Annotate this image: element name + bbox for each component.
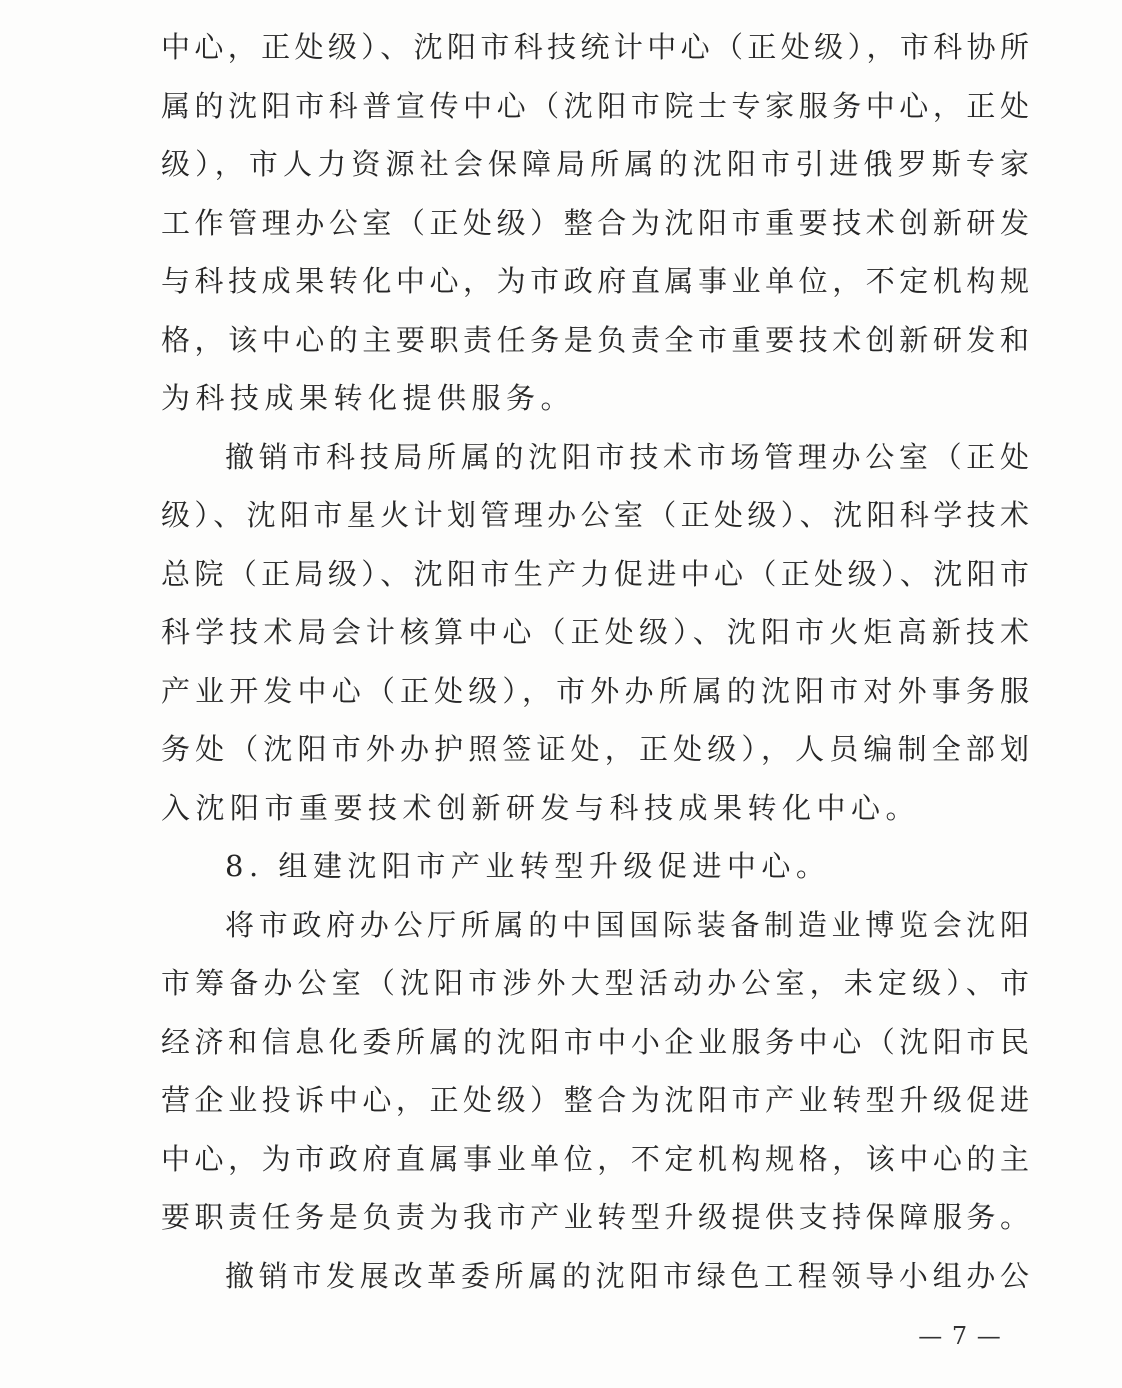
text-line-16: 将市政府办公厅所属的中国国际装备制造业博览会沈阳: [225, 908, 1029, 942]
text-line-10: 总院（正局级）、沈阳市生产力促进中心（正处级）、沈阳市: [161, 557, 1029, 591]
text-line-2: 属的沈阳市科普宣传中心（沈阳市院士专家服务中心，正处: [161, 89, 1029, 123]
text-line-9: 级）、沈阳市星火计划管理办公室（正处级）、沈阳科学技术: [161, 498, 1029, 532]
text-line-20: 中心，为市政府直属事业单位，不定机构规格，该中心的主: [161, 1142, 1029, 1176]
text-line-3: 级），市人力资源社会保障局所属的沈阳市引进俄罗斯专家: [161, 147, 1029, 181]
text-line-22: 撤销市发展改革委所属的沈阳市绿色工程领导小组办公: [225, 1259, 1029, 1293]
text-line-6: 格，该中心的主要职责任务是负责全市重要技术创新研发和: [161, 323, 1029, 357]
text-line-21: 要职责任务是负责为我市产业转型升级提供支持保障服务。: [161, 1200, 1029, 1234]
text-line-13: 务处（沈阳市外办护照签证处，正处级），人员编制全部划: [161, 732, 1029, 766]
text-line-1: 中心，正处级）、沈阳市科技统计中心（正处级），市科协所: [161, 30, 1029, 64]
text-line-7: 为科技成果转化提供服务。: [161, 381, 576, 415]
text-line-19: 营企业投诉中心，正处级）整合为沈阳市产业转型升级促进: [161, 1083, 1029, 1117]
text-line-12: 产业开发中心（正处级），市外办所属的沈阳市对外事务服: [161, 674, 1029, 708]
text-line-11: 科学技术局会计核算中心（正处级）、沈阳市火炬高新技术: [161, 615, 1029, 649]
text-line-18: 经济和信息化委所属的沈阳市中小企业服务中心（沈阳市民: [161, 1025, 1029, 1059]
text-line-5: 与科技成果转化中心，为市政府直属事业单位，不定机构规: [161, 264, 1029, 298]
text-line-8: 撤销市科技局所属的沈阳市技术市场管理办公室（正处: [225, 440, 1029, 474]
section-heading-8: 8. 组建沈阳市产业转型升级促进中心。: [225, 849, 831, 883]
text-line-14: 入沈阳市重要技术创新研发与科技成果转化中心。: [161, 791, 921, 825]
text-line-4: 工作管理办公室（正处级）整合为沈阳市重要技术创新研发: [161, 206, 1029, 240]
page-number: — 7 —: [918, 1322, 1002, 1350]
text-line-17: 市筹备办公室（沈阳市涉外大型活动办公室，未定级）、市: [161, 966, 1029, 1000]
